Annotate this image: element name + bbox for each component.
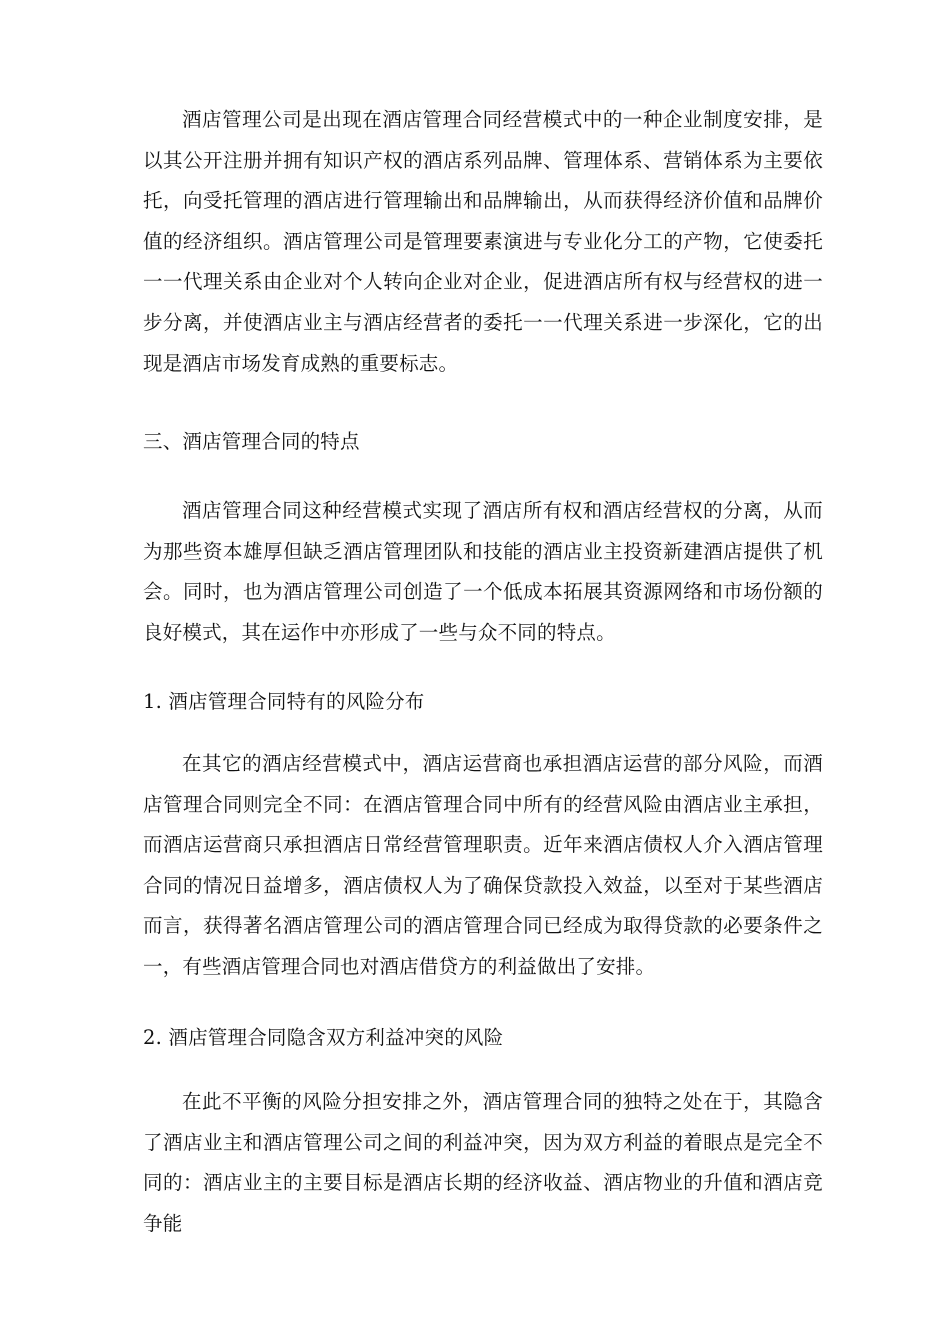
subsection-heading: 2. 酒店管理合同隐含双方利益冲突的风险 [143,1026,504,1049]
section-heading: 三、酒店管理合同的特点 [143,430,360,453]
body-paragraph: 酒店管理合同这种经营模式实现了酒店所有权和酒店经营权的分离，从而为那些资本雄厚但缺乏酒店管理团队和技能的酒店业主投资新建酒店提供了机会。同时，也为酒店管理公司创造了一个低成本拓展其资源网络和市场份额的良好模式，其在运作中亦形成了一些与众不同的特点。 [143,499,823,644]
subsection-heading: 1. 酒店管理合同特有的风险分布 [143,690,425,713]
body-paragraph: 酒店管理公司是出现在酒店管理合同经营模式中的一种企业制度安排，是以其公开注册并拥有知识产权的酒店系列品牌、管理体系、营销体系为主要依托，向受托管理的酒店进行管理输出和品牌输出，从而获得经济价值和品牌价值的经济组织。酒店管理公司是管理要素演进与专业化分工的产物，它使委托一一代理关系由企业对个人转向企业对企业，促进酒店所有权与经营权的进一步分离，并使酒店业主与酒店经营者的委托一一代理关系进一步深化，它的出现是酒店市场发育成熟的重要标志。 [143,108,823,375]
body-paragraph: 在此不平衡的风险分担安排之外，酒店管理合同的独特之处在于，其隐含了酒店业主和酒店管理公司之间的利益冲突，因为双方利益的着眼点是完全不同的：酒店业主的主要目标是酒店长期的经济收益、酒店物业的升值和酒店竞争能 [143,1090,823,1235]
body-paragraph: 在其它的酒店经营模式中，酒店运营商也承担酒店运营的部分风险，而酒店管理合同则完全不同：在酒店管理合同中所有的经营风险由酒店业主承担，而酒店运营商只承担酒店日常经营管理职责。近年来酒店债权人介入酒店管理合同的情况日益增多，酒店债权人为了确保贷款投入效益，以至对于某些酒店而言，获得著名酒店管理公司的酒店管理合同已经成为取得贷款的必要条件之一，有些酒店管理合同也对酒店借贷方的利益做出了安排。 [143,752,823,978]
